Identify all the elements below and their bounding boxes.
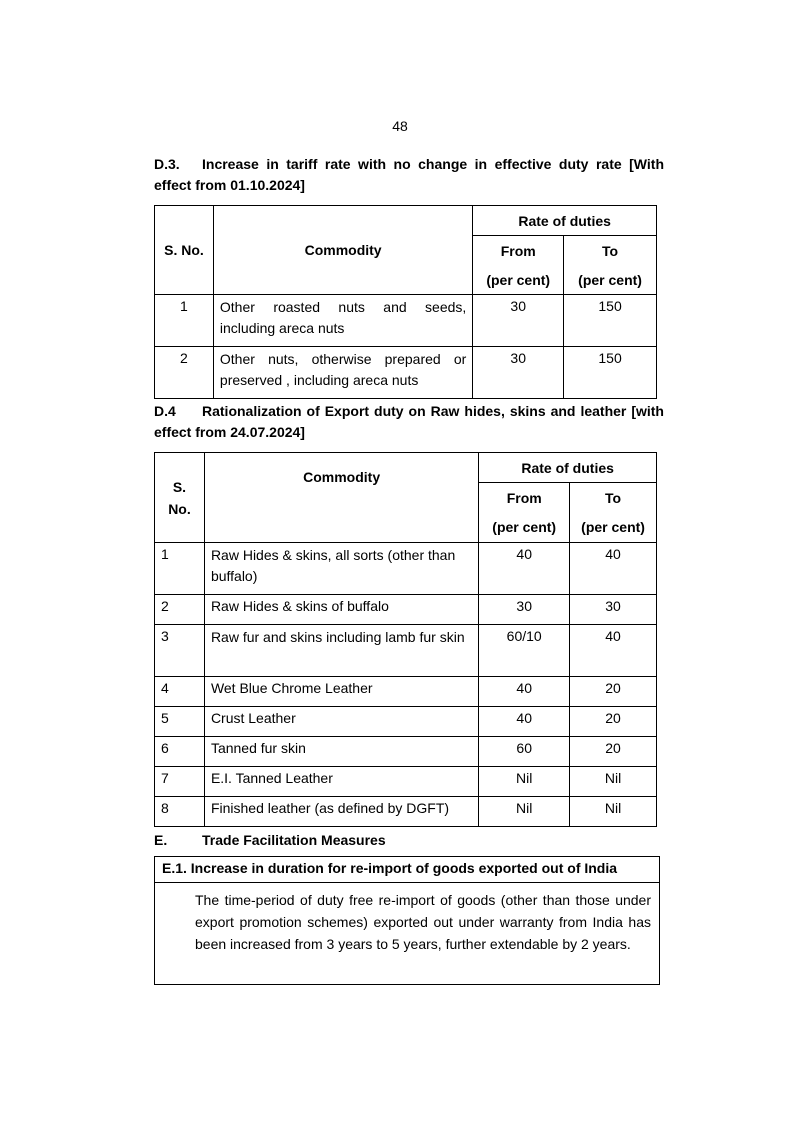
e1-box — [154, 856, 660, 985]
header-from-unit: (per cent) — [473, 266, 564, 295]
cell-sno: 5 — [155, 707, 205, 737]
export-duty-table-d4 — [154, 452, 657, 827]
section-d4-title: Rationalization of Export duty on Raw hides, skins and leather [with effect from 24.07.2024] — [154, 403, 664, 440]
cell-to: 30 — [570, 595, 657, 625]
table-row — [155, 707, 657, 737]
e1-title: E.1. Increase in duration for re-import of goods exported out of India — [155, 857, 659, 883]
cell-from: 30 — [479, 595, 570, 625]
cell-sno: 2 — [155, 347, 214, 399]
header-commodity: Commodity — [213, 206, 472, 295]
cell-to: 150 — [564, 295, 657, 347]
cell-sno: 7 — [155, 767, 205, 797]
cell-to: 40 — [570, 543, 657, 595]
header-sno-line1: S. — [172, 478, 187, 495]
cell-commodity: Raw Hides & skins, all sorts (other than buffalo) — [204, 543, 478, 595]
cell-commodity: Raw fur and skins including lamb fur skin — [204, 625, 478, 677]
cell-to: 150 — [564, 347, 657, 399]
cell-sno: 2 — [155, 595, 205, 625]
header-from: From — [473, 236, 564, 266]
section-e-title: Trade Facilitation Measures — [202, 832, 386, 848]
cell-from: 60 — [479, 737, 570, 767]
section-d3-title: Increase in tariff rate with no change in effective duty rate [With effect from 01.10.2024] — [154, 156, 664, 193]
cell-commodity: Tanned fur skin — [204, 737, 478, 767]
table-row — [155, 295, 657, 347]
cell-to: 20 — [570, 677, 657, 707]
cell-to: Nil — [570, 797, 657, 827]
cell-commodity: Crust Leather — [204, 707, 478, 737]
cell-commodity: Other roasted nuts and seeds, including areca nuts — [213, 295, 472, 347]
section-e-heading — [154, 830, 664, 851]
cell-to: Nil — [570, 767, 657, 797]
table-row — [155, 543, 657, 595]
cell-sno: 3 — [155, 625, 205, 677]
cell-from: 40 — [479, 707, 570, 737]
table-row — [155, 347, 657, 399]
header-to-unit: (per cent) — [564, 266, 657, 295]
cell-commodity: Finished leather (as defined by DGFT) — [204, 797, 478, 827]
header-sno — [155, 453, 205, 543]
table-row — [155, 595, 657, 625]
table-row — [155, 797, 657, 827]
header-rate-of-duties: Rate of duties — [473, 206, 657, 236]
header-from: From — [479, 483, 570, 513]
cell-from: 30 — [473, 295, 564, 347]
header-to-unit: (per cent) — [570, 513, 657, 543]
section-d4-heading — [154, 401, 664, 443]
cell-from: 40 — [479, 677, 570, 707]
section-e-number: E. — [154, 832, 168, 848]
cell-from: 40 — [479, 543, 570, 595]
cell-sno: 1 — [155, 543, 205, 595]
cell-commodity: Wet Blue Chrome Leather — [204, 677, 478, 707]
table-row — [155, 737, 657, 767]
table-row — [155, 767, 657, 797]
page-number: 48 — [392, 118, 408, 134]
table-row — [155, 625, 657, 677]
section-d3-heading — [154, 154, 664, 196]
section-d4-number: D.4 — [154, 403, 176, 419]
header-commodity: Commodity — [204, 453, 478, 543]
header-from-unit: (per cent) — [479, 513, 570, 543]
cell-from: 60/10 — [479, 625, 570, 677]
cell-to: 20 — [570, 737, 657, 767]
tariff-table-d3 — [154, 205, 657, 399]
table-row — [155, 677, 657, 707]
header-to: To — [564, 236, 657, 266]
cell-from: 30 — [473, 347, 564, 399]
cell-from: Nil — [479, 767, 570, 797]
cell-from: Nil — [479, 797, 570, 827]
section-d3-number: D.3. — [154, 156, 180, 172]
cell-sno: 6 — [155, 737, 205, 767]
header-to: To — [570, 483, 657, 513]
cell-commodity: E.I. Tanned Leather — [204, 767, 478, 797]
e1-body: The time-period of duty free re-import of goods (other than those under export promotion schemes) exported out under warranty from India has been increased from 3 years to 5 years, further extendable by 2 years. — [195, 892, 651, 952]
cell-to: 20 — [570, 707, 657, 737]
cell-to: 40 — [570, 625, 657, 677]
cell-sno: 8 — [155, 797, 205, 827]
cell-commodity: Raw Hides & skins of buffalo — [204, 595, 478, 625]
cell-sno: 4 — [155, 677, 205, 707]
cell-sno: 1 — [155, 295, 214, 347]
header-rate-of-duties: Rate of duties — [479, 453, 657, 483]
header-sno-line2: No. — [168, 500, 191, 517]
header-sno: S. No. — [155, 206, 214, 295]
cell-commodity: Other nuts, otherwise prepared or preserved , including areca nuts — [213, 347, 472, 399]
